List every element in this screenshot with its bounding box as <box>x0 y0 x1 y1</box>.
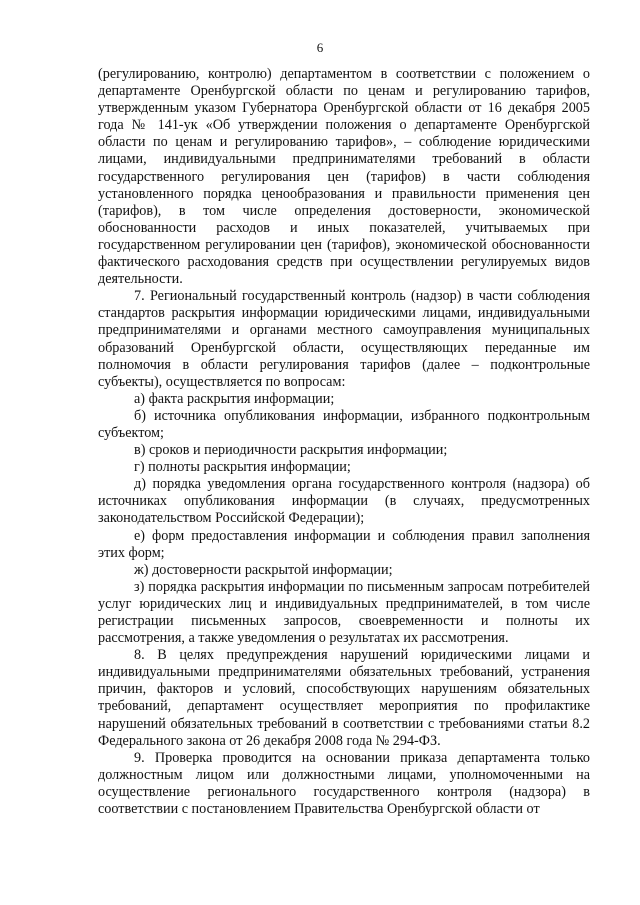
list-item-z: з) порядка раскрытия информации по письменным запросам потребителей услуг юридических лиц и индивидуальных предпринимателей, в том числе регистрации письменных запросов, своевременности и полноты их рассмотрения, а также уведомления о результатах их рассмотрения. <box>98 578 590 647</box>
list-item-d: д) порядка уведомления органа государственного контроля (надзора) об источниках опубликования информации (в случаях, предусмотренных законодательством Российской Федерации); <box>98 476 590 527</box>
page-number: 6 <box>316 40 324 55</box>
list-item-g: г) полноты раскрытия информации; <box>134 459 351 476</box>
paragraph-item-9: 9. Проверка проводится на основании приказа департамента только должностным лицом или должностными лицами, уполномоченными на осуществление регионального государственного контроля (надзора) в соответствии с постановлением Правительства Оренбургской области от <box>98 749 590 818</box>
list-item-v: в) сроков и периодичности раскрытия информации; <box>134 442 448 459</box>
list-item-b: б) источника опубликования информации, избранного подконтрольным субъектом; <box>98 407 590 441</box>
list-item-zh: ж) достоверности раскрытой информации; <box>134 561 393 578</box>
document-body <box>98 66 590 818</box>
list-item-e: е) форм предоставления информации и соблюдения правил заполнения этих форм; <box>98 527 590 561</box>
paragraph-intro-continuation: (регулированию, контролю) департаментом в соответствии с положением о департаменте Оренбургской области по ценам и регулированию тарифов, утвержденным указом Губернатора Оренбургской области от 16 декабря 2005 года № 141-ук «Об утверждении положения о департаменте Оренбургской области по ценам и регулированию тарифов», – соблюдение юридическими лицами, индивидуальными предпринимателями требований в области государственного регулирования цен (тарифов) в части соблюдения установленного порядка ценообразования и правильности применения цен (тарифов), в том числе определения достоверности, экономической обоснованности расходов и иных показателей, учитываемых при государственном регулировании цен (тарифов), экономической обоснованности фактического расходования средств при осуществлении регулируемых видов деятельности. <box>98 66 590 288</box>
paragraph-item-8: 8. В целях предупреждения нарушений юридическими лицами и индивидуальными предпринимателями обязательных требований, устранения причин, факторов и условий, способствующих нарушениям обязательных требований, департамент осуществляет мероприятия по профилактике нарушений обязательных требований в соответствии с требованиями статьи 8.2 Федерального закона от 26 декабря 2008 года № 294-ФЗ. <box>98 647 590 749</box>
paragraph-item-7: 7. Региональный государственный контроль (надзор) в части соблюдения стандартов раскрытия информации юридическими лицами, индивидуальными предпринимателями и органами местного самоуправления муниципальных образований Оренбургской области, осуществляющих переданные им полномочия в области регулирования тарифов (далее – подконтрольные субъекты), осуществляется по вопросам: <box>98 288 590 390</box>
list-item-a: а) факта раскрытия информации; <box>134 390 335 407</box>
